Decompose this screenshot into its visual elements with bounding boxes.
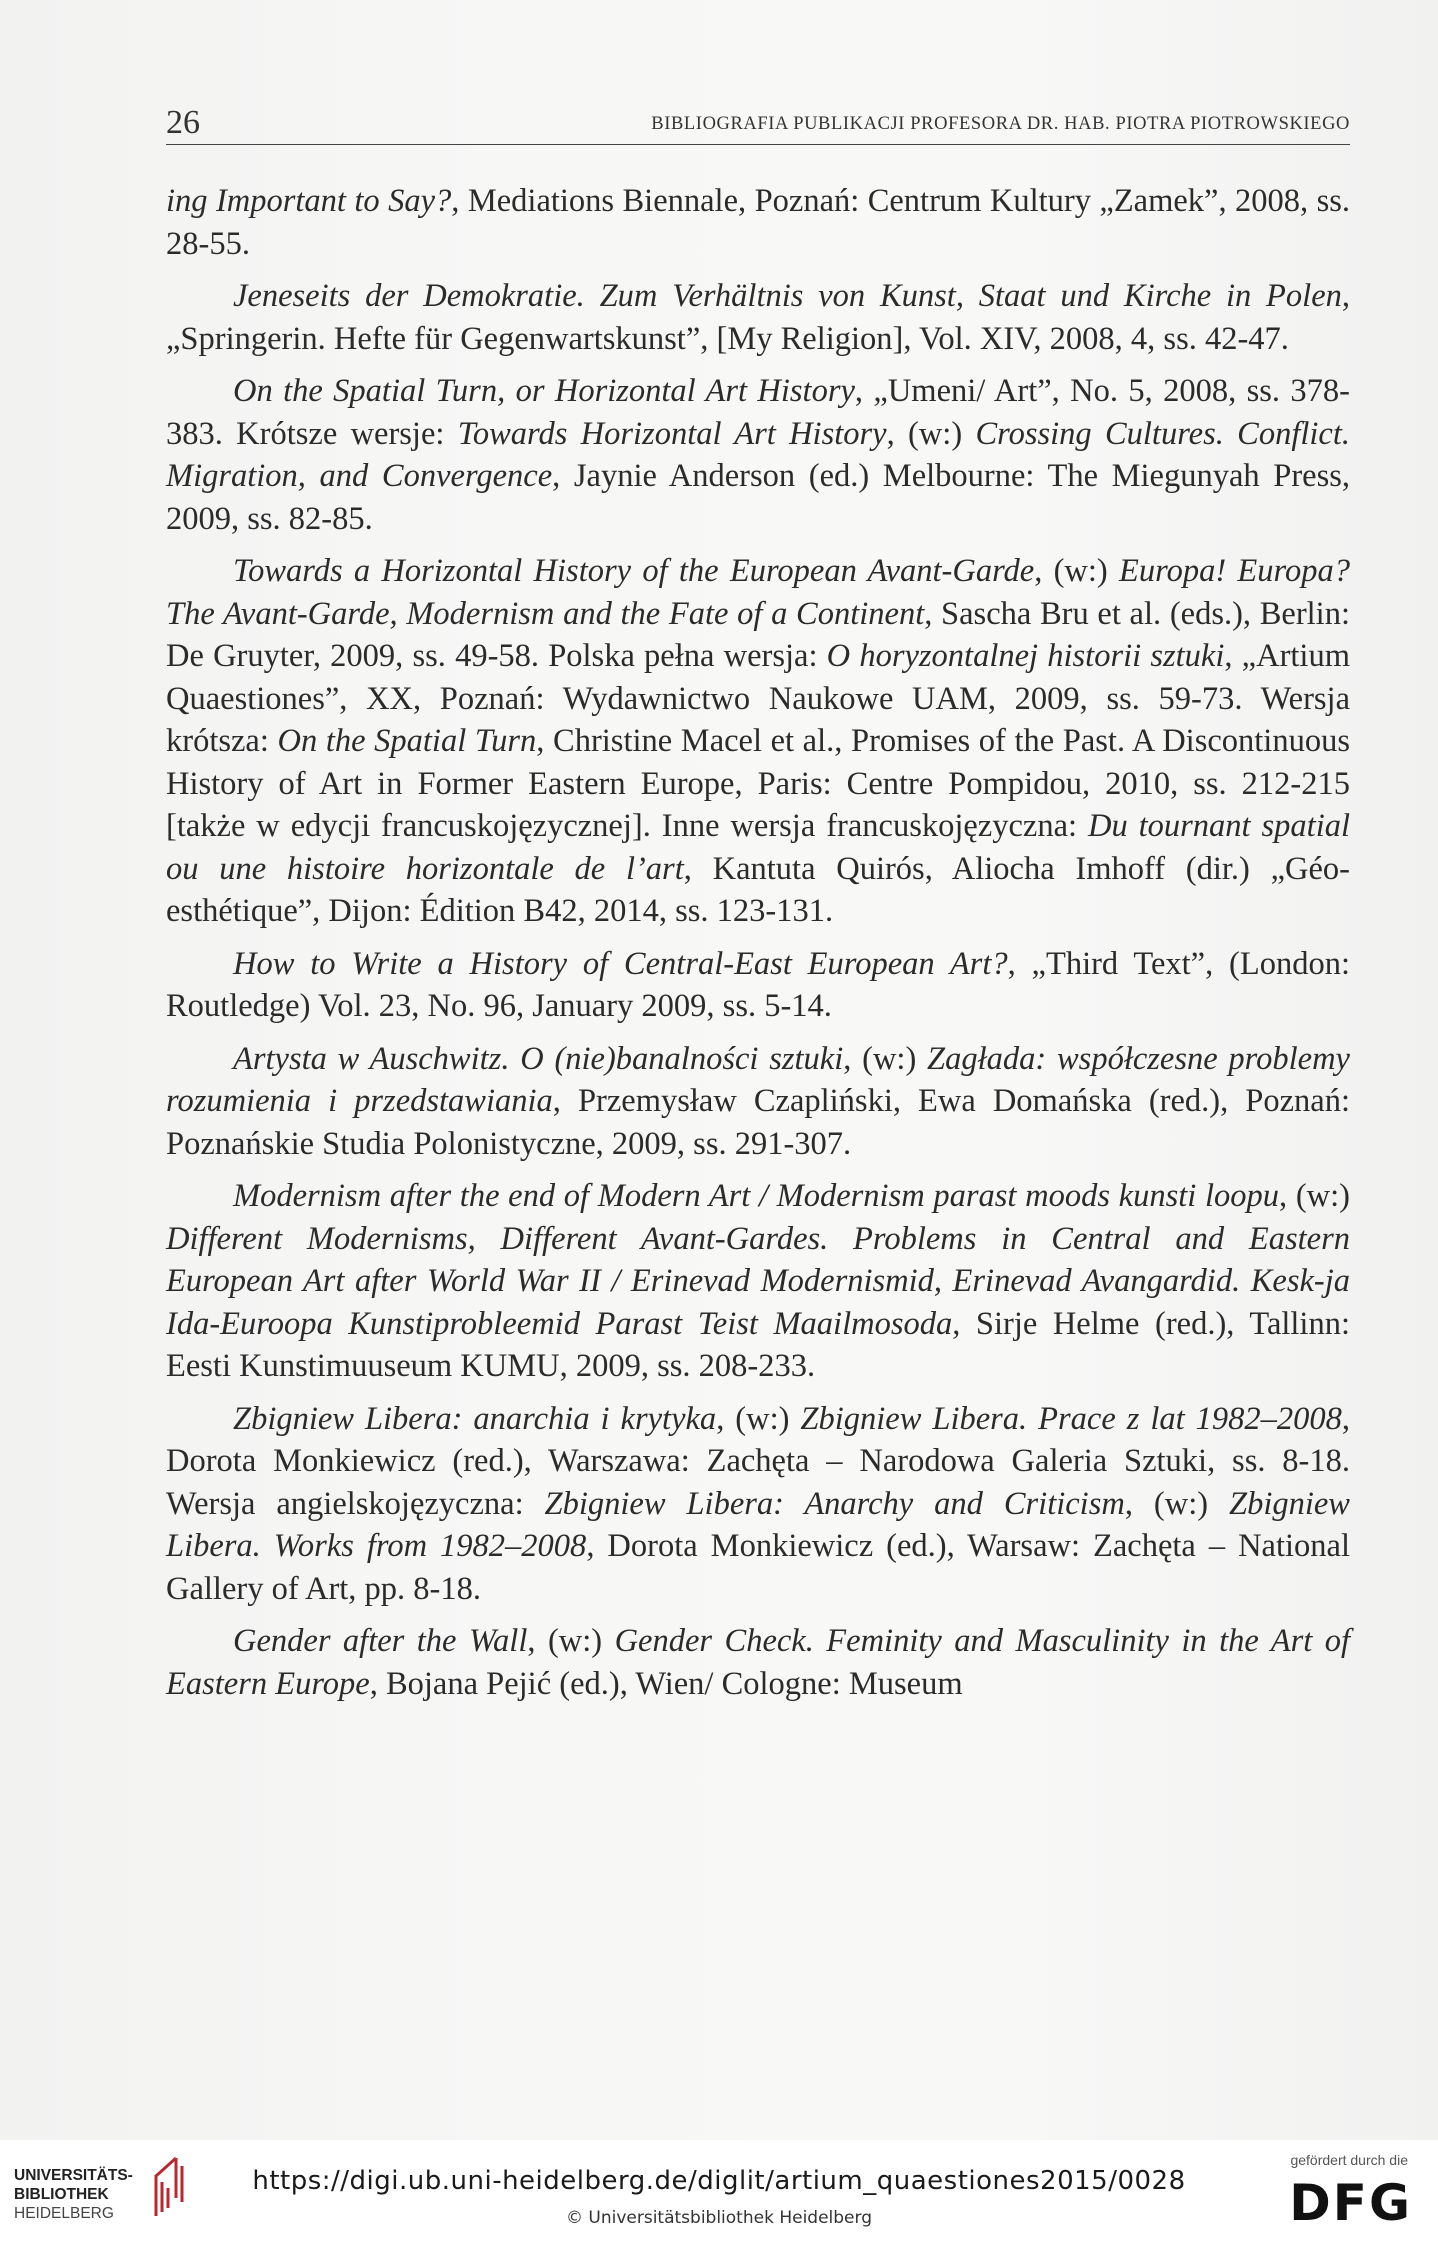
entry-text: , „Third Text”, (London: Routledge) Vol. 23, No. 96, January 2009, ss. 5-14. <box>166 945 1350 1024</box>
viewer-footer <box>0 2140 1438 2243</box>
entry-text: , (w:) <box>886 415 976 452</box>
entry-text: , Christine Macel et al., Promises of the Past. A Discontinuous History of Art in Former Eastern Europe, Paris: Centre Pompidou, 2010, ss. 212-215 [także w edycji francuskojęzycznej]. Inne wersja francuskojęzyczna: <box>166 723 1350 844</box>
entry-text: , Jaynie Anderson (ed.) Melbourne: The Miegunyah Press, 2009, ss. 82-85. <box>166 458 1350 537</box>
bibliography-entry <box>166 1038 1350 1166</box>
entry-text: , Kantuta Quirós, Aliocha Imhoff (dir.) „Géo-esthétique”, Dijon: Édition B42, 2014, ss. 123-131. <box>166 850 1351 929</box>
entry-title-italic: Zbigniew Libera: anarchia i krytyka <box>233 1400 717 1437</box>
source-url-link[interactable]: https://digi.ub.uni-heidelberg.de/diglit/artium_quaestiones2015/0028 <box>252 2166 1186 2196</box>
entry-text: , „Artium Quaestiones”, XX, Poznań: Wydawnictwo Naukowe UAM, 2009, ss. 59-73. Wersja krótsza: <box>166 638 1350 759</box>
bibliography-entry <box>166 180 1350 265</box>
entry-text: , „Umeni/ Art”, No. 5, 2008, ss. 378-383. Krótsze wersje: <box>166 373 1350 452</box>
entry-title-italic: Europa! Europa? The Avant-Garde, Modernism and the Fate of a Continent <box>166 553 1350 632</box>
entry-text: , (w:) <box>1034 553 1120 589</box>
entry-title-italic: Zbigniew Libera. Prace z lat 1982–2008 <box>800 1400 1342 1437</box>
entry-text: , Sascha Bru et al. (eds.), Berlin: De Gruyter, 2009, ss. 49-58. Polska pełna wersja: <box>166 595 1350 674</box>
entry-text: , „Springerin. Hefte für Gegenwartskunst”, [My Religion], Vol. XIV, 2008, 4, ss. 42-47. <box>166 278 1350 357</box>
dfg-logo: DFG <box>1289 2174 1412 2232</box>
entry-text: , Mediations Biennale, Poznań: Centrum Kultury „Zamek”, 2008, ss. 28-55. <box>166 183 1351 262</box>
entry-title-italic: Artysta w Auschwitz. O (nie)banalności sztuki <box>233 1040 844 1077</box>
entry-text: , (w:) <box>716 1400 801 1437</box>
entry-title-italic: Zbigniew Libera: Anarchy and Criticism <box>544 1485 1125 1522</box>
running-head: BIBLIOGRAFIA PUBLIKACJI PROFESORA DR. HAB. PIOTRA PIOTROWSKIEGO <box>651 114 1350 134</box>
entry-title-italic: Modernism after the end of Modern Art / Modernism parast moods kunsti loopu <box>233 1178 1280 1214</box>
bibliography-list <box>166 180 1350 1715</box>
entry-title-italic: O horyzontalnej historii sztuki <box>826 638 1225 674</box>
entry-title-italic: Different Modernisms, Different Avant-Gardes. Problems in Central and Eastern European Art after World War II / Erinevad Modernismid, Erinevad Avangardid. Kesk-ja Ida-Euroopa Kunstiprobleemid Parast Teist Maailmosoda <box>166 1220 1350 1342</box>
entry-text: , Dorota Monkiewicz (red.), Warszawa: Zachęta – Narodowa Galeria Sztuki, ss. 8-18. Wersja angielskojęzyczna: <box>166 1400 1350 1522</box>
entry-title-italic: Gender Check. Feminity and Masculinity in the Art of Eastern Europe <box>166 1623 1351 1702</box>
entry-title-italic: ing Important to Say? <box>166 183 452 219</box>
page-number: 26 <box>166 104 200 141</box>
entry-title-italic: Du tournant spatial ou une histoire horizontale de l’art <box>166 808 1350 887</box>
bibliography-entry <box>166 1398 1350 1611</box>
entry-text: , Bojana Pejić (ed.), Wien/ Cologne: Museum <box>369 1665 963 1702</box>
entry-title-italic: How to Write a History of Central-East European Art? <box>233 945 1008 982</box>
entry-text: , Dorota Monkiewicz (ed.), Warsaw: Zachęta – National Gallery of Art, pp. 8-18. <box>166 1528 1350 1607</box>
bibliography-entry <box>166 1620 1350 1705</box>
entry-title-italic: Gender after the Wall <box>233 1623 528 1659</box>
entry-title-italic: On the Spatial Turn, or Horizontal Art History <box>233 373 855 409</box>
entry-text: , (w:) <box>527 1623 615 1659</box>
page-header <box>166 100 1350 145</box>
entry-title-italic: Towards a Horizontal History of the European Avant-Garde <box>233 553 1035 589</box>
entry-text: , (w:) <box>843 1040 928 1077</box>
library-name-line3: HEIDELBERG <box>14 2205 114 2222</box>
entry-title-italic: Crossing Cultures. Conflict. Migration, and Convergence <box>166 415 1351 494</box>
entry-text: , (w:) <box>1124 1485 1229 1522</box>
entry-title-italic: Jeneseits der Demokratie. Zum Verhältnis von Kunst, Staat und Kirche in Polen <box>233 278 1342 314</box>
bibliography-entry <box>166 370 1350 540</box>
entry-title-italic: Zagłada: współczesne problemy rozumienia i przedstawiania <box>166 1040 1350 1119</box>
bibliography-entry <box>166 550 1350 933</box>
copyright-notice: © Universitätsbibliothek Heidelberg <box>565 2208 872 2228</box>
entry-text: , (w:) <box>1279 1178 1350 1214</box>
funding-label: gefördert durch die <box>1290 2152 1408 2168</box>
bibliography-entry <box>166 275 1350 360</box>
library-name-line2: BIBLIOTHEK <box>14 2186 109 2203</box>
entry-title-italic: Zbigniew Libera. Works from 1982–2008 <box>166 1485 1350 1564</box>
entry-title-italic: On the Spatial Turn <box>277 723 537 759</box>
library-name-line1: UNIVERSITÄTS- <box>14 2167 133 2184</box>
entry-text: , Sirje Helme (red.), Tallinn: Eesti Kunstimuuseum KUMU, 2009, ss. 208-233. <box>166 1305 1350 1384</box>
entry-text: , Przemysław Czapliński, Ewa Domańska (red.), Poznań: Poznańskie Studia Polonistyczne, 2009, ss. 291-307. <box>166 1083 1350 1162</box>
entry-title-italic: Towards Horizontal Art History <box>457 415 887 452</box>
bibliography-entry <box>166 1175 1350 1388</box>
bibliography-entry <box>166 943 1350 1028</box>
